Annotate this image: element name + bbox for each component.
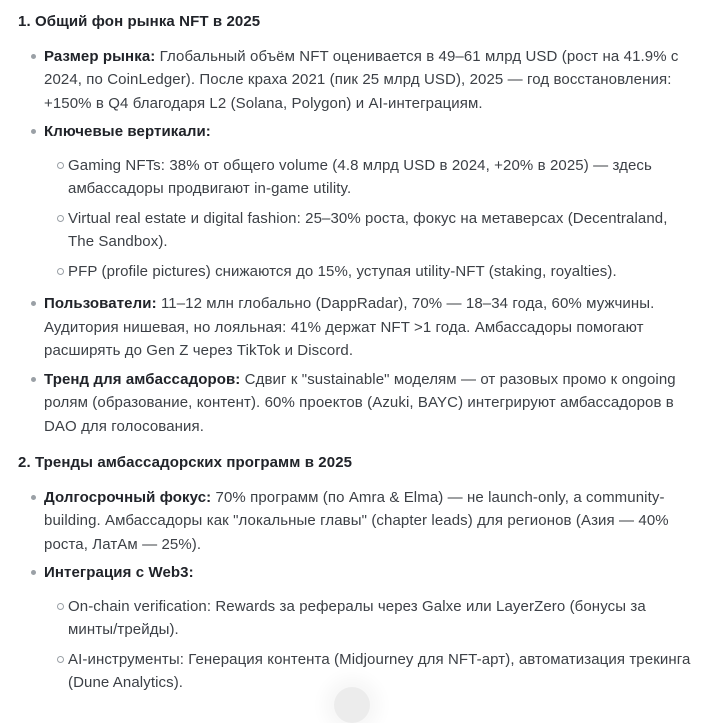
item-text: [44, 368, 710, 439]
sublist-item-onchain: [44, 595, 710, 642]
sublist-item-gaming: [44, 154, 710, 201]
item-text: [44, 120, 710, 144]
section-1-list: [18, 45, 720, 439]
section-2-heading: 2. Тренды амбассадорских программ в 2025: [18, 454, 353, 471]
item-bold-label: Долгосрочный фокус:: [44, 488, 212, 506]
item-text: [44, 561, 710, 585]
item-text: [44, 292, 710, 363]
section-1-heading: 1. Общий фон рынка NFT в 2025: [18, 13, 261, 30]
subitem-text: Virtual real estate и digital fashion: 25–30% роста, фокус на метаверсах (Decentraland, The Sandbox).: [68, 209, 668, 250]
item-body-text: Глобальный объём NFT оценивается в 49–61 млрд USD (рост на 41.9% с 2024, по CoinLedger). После краха 2021 (пик 25 млрд USD), 2025 — год восстановления: +150% в Q4 благодаря L2 (Solana, Polygon) и AI-интеграциям.: [44, 47, 679, 112]
hollow-bullet-icon: [57, 656, 64, 663]
list-item-ambassador-trend: [18, 368, 720, 439]
item-body-text: 11–12 млн глобально (DappRadar), 70% — 18–34 года, 60% мужчины. Аудитория нишевая, но лояльная: 41% держат NFT >1 года. Амбассадоры помогают расширять до Gen Z через TikTok и Discord.: [44, 295, 655, 359]
key-verticals-sublist: [44, 154, 710, 284]
item-text: [44, 486, 710, 557]
item-text: [44, 45, 710, 116]
subitem-text: PFP (profile pictures) снижаются до 15%, уступая utility-NFT (staking, royalties).: [68, 262, 617, 280]
item-bold-label: Ключевые вертикали:: [44, 123, 211, 140]
item-body-text: 70% программ (по Amra & Elma) — не launch-only, а community-building. Амбассадоры как "локальные главы" (chapter leads) для регионов (Азия — 40% роста, ЛатАм — 25%).: [44, 488, 669, 553]
list-item-key-verticals: [18, 120, 720, 283]
sublist-item-pfp: [44, 260, 710, 284]
item-bold-label: Тренд для амбассадоров:: [44, 370, 241, 388]
subitem-text: On-chain verification: Rewards за рефералы через Galxe или LayerZero (бонусы за минты/трейды).: [68, 597, 646, 638]
bullet-icon: [31, 495, 36, 500]
section-2-list: [18, 486, 720, 695]
list-item-users: [18, 292, 720, 363]
bullet-icon: [31, 570, 36, 575]
subitem-text: AI-инструменты: Генерация контента (Midjourney для NFT-арт), автоматизация трекинга (Dune Analytics).: [68, 650, 691, 691]
sublist-item-virtual-estate: [44, 207, 710, 254]
bullet-icon: [31, 129, 36, 134]
item-body-text: Сдвиг к "sustainable" моделям — от разовых промо к ongoing ролям (образование, контент). 60% проектов (Azuki, BAYC) интегрируют амбассадоров в DAO для голосования.: [44, 370, 676, 435]
item-bold-label: Интеграция с Web3:: [44, 564, 194, 581]
item-bold-label: Размер рынка:: [44, 47, 156, 65]
bullet-icon: [31, 301, 36, 306]
list-item-longterm-focus: [18, 486, 720, 557]
sublist-item-ai-tools: [44, 648, 710, 695]
hollow-bullet-icon: [57, 162, 64, 169]
bullet-icon: [31, 54, 36, 59]
subitem-text: Gaming NFTs: 38% от общего volume (4.8 млрд USD в 2024, +20% в 2025) — здесь амбассадоры продвигают in-game utility.: [68, 156, 652, 197]
hollow-bullet-icon: [57, 268, 64, 275]
item-bold-label: Пользователи:: [44, 295, 157, 312]
list-item-market-size: [18, 45, 720, 116]
hollow-bullet-icon: [57, 603, 64, 610]
web3-sublist: [44, 595, 710, 695]
list-item-web3-integration: [18, 561, 720, 695]
scroll-to-bottom-button[interactable]: [334, 687, 370, 723]
hollow-bullet-icon: [57, 215, 64, 222]
bullet-icon: [31, 377, 36, 382]
